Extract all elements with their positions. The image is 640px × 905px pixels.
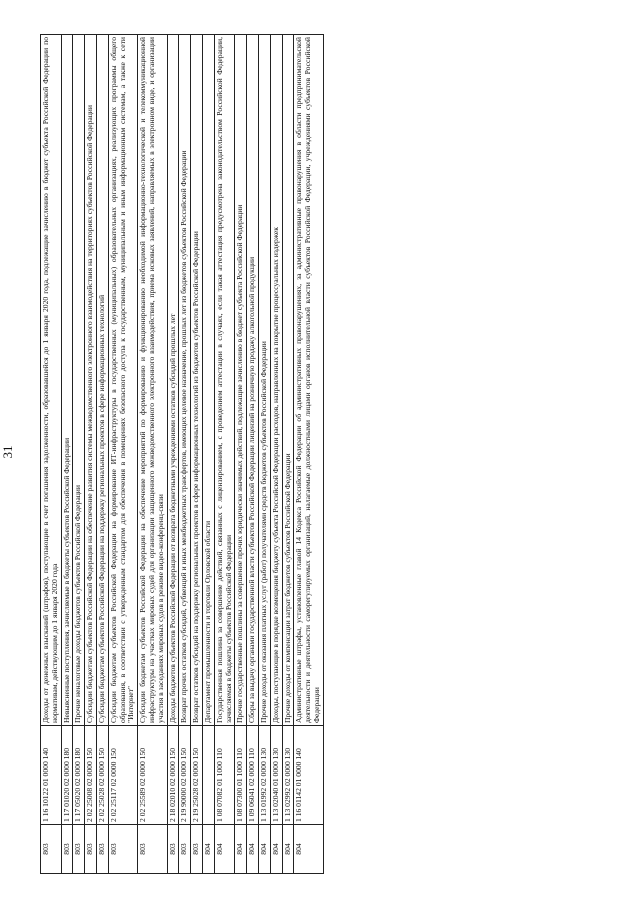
table-row	[294, 35, 323, 874]
revenue-name-cell: Возврат прочих остатков субсидий, субвенций и иных межбюджетных трансфертов, имеющих целевое назначение, прошлых лет из бюджетов субъектов Российской Федерации	[179, 35, 191, 726]
admin-code-cell: 803	[191, 825, 203, 874]
revenue-name-cell: Прочие неналоговые доходы бюджетов субъектов Российской Федерации	[73, 35, 85, 726]
revenue-name-cell: Субсидии бюджетам субъектов Российской Федерации на обеспечение развития системы межведомственного электронного взаимодействия на территориях субъектов Российской Федерации	[85, 35, 97, 726]
table-row	[73, 35, 85, 874]
admin-code-cell: 804	[294, 825, 323, 874]
revenue-name-cell: Административные штрафы, установленные главой 14 Кодекса Российской Федерации об административных правонарушениях, за административные правонарушения в области предпринимательской деятельности и деятельности саморегулируемых организаций, налагаемые должностными лицами органов исполнительной власти субъектов Российской Федерации, учреждениями субъектов Российской Федерации	[294, 35, 323, 726]
table-row	[85, 35, 97, 874]
admin-code-cell: 803	[61, 825, 73, 874]
revenue-name-cell: Субсидии бюджетам субъектов Российской Федерации на формирование ИТ-инфраструктуры в государственных (муниципальных) образовательных организациях, реализующих программы общего образования, в соответствии с утвержденным стандартом для обеспечения в помещениях безопасного доступа к государственным, муниципальным и иным информационным системам, а также к сети "Интернет"	[108, 35, 137, 726]
revenue-code-cell: 2 02 25589 02 0000 150	[138, 726, 167, 825]
revenue-code-cell: 2 02 25008 02 0000 150	[85, 726, 97, 825]
admin-code-cell: 803	[167, 825, 179, 874]
revenue-code-cell: 1 16 01142 01 0000 140	[294, 726, 323, 825]
table-row	[61, 35, 73, 874]
revenue-name-cell: Прочие доходы от оказания платных услуг (работ) получателями средств бюджетов субъектов Российской Федерации	[258, 35, 270, 726]
revenue-name-cell: Сборы за выдачу органами государственной власти субъектов Российской Федерации лицензий на розничную продажу алкогольной продукции	[247, 35, 259, 726]
revenue-name-cell: Доходы от денежных взысканий (штрафов), поступающие в счет погашения задолженности, образовавшейся до 1 января 2020 года, подлежащие зачислению в бюджет субъекта Российской Федерации по нормативам, действующим до 1 января 2020 года	[41, 35, 62, 726]
table-row	[270, 35, 282, 874]
table-body	[41, 35, 324, 874]
admin-code-cell: 804	[258, 825, 270, 874]
revenue-code-cell: 2 18 02010 02 0000 150	[167, 726, 179, 825]
revenue-code-cell: 1 13 01992 02 0000 130	[258, 726, 270, 825]
table-row	[282, 35, 294, 874]
revenue-code-cell: 1 17 01020 02 0000 180	[61, 726, 73, 825]
revenue-name-cell: Невыясненные поступления, зачисляемые в бюджеты субъектов Российской Федерации	[61, 35, 73, 726]
revenue-code-cell: 1 08 07300 01 1000 110	[235, 726, 247, 825]
admin-code-cell: 803	[96, 825, 108, 874]
admin-code-cell: 803	[73, 825, 85, 874]
admin-code-cell: 804	[247, 825, 259, 874]
table-row	[41, 35, 62, 874]
admin-code-cell: 803	[108, 825, 137, 874]
revenue-name-cell: Субсидии бюджетам субъектов Российской Федерации на поддержку региональных проектов в сфере информационных технологий	[96, 35, 108, 726]
revenue-name-cell: Прочие доходы от компенсации затрат бюджетов субъектов Российской Федерации	[282, 35, 294, 726]
table-row	[202, 35, 214, 874]
admin-code-cell: 803	[138, 825, 167, 874]
revenue-code-cell: 2 19 25028 02 0000 150	[191, 726, 203, 825]
revenue-name-cell: Департамент промышленности и торговли Орловской области	[202, 35, 214, 726]
table-row	[258, 35, 270, 874]
page-number: 31	[0, 445, 15, 459]
revenue-code-cell: 1 09 06041 02 0000 110	[247, 726, 259, 825]
table-row	[235, 35, 247, 874]
admin-code-cell: 803	[85, 825, 97, 874]
revenue-name-cell: Возврат остатков субсидий на поддержку региональных проектов в сфере информационных технологий из бюджетов субъектов Российской Федерации	[191, 35, 203, 726]
table-row	[191, 35, 203, 874]
revenue-code-cell: 1 13 02040 01 0000 130	[270, 726, 282, 825]
revenue-codes-table	[40, 34, 324, 874]
revenue-code-cell: 2 19 90000 02 0000 150	[179, 726, 191, 825]
revenue-code-cell: 1 08 07082 01 1000 110	[214, 726, 235, 825]
admin-code-cell: 804	[202, 825, 214, 874]
table-row	[214, 35, 235, 874]
table-row	[96, 35, 108, 874]
admin-code-cell: 804	[235, 825, 247, 874]
revenue-name-cell: Государственная пошлина за совершение действий, связанных с лицензированием, с проведением аттестации в случаях, если такая аттестация предусмотрена законодательством Российской Федерации, зачисляемая в бюджеты субъектов Российской Федерации	[214, 35, 235, 726]
admin-code-cell: 804	[214, 825, 235, 874]
admin-code-cell: 803	[179, 825, 191, 874]
revenue-code-cell: 2 02 25028 02 0000 150	[96, 726, 108, 825]
table-row	[108, 35, 137, 874]
revenue-code-cell: 1 13 02992 02 0000 130	[282, 726, 294, 825]
revenue-name-cell: Субсидии бюджетам субъектов Российской Федерации на обеспечение мероприятий по формированию и функционированию необходимой информационно-технологической и телекоммуникационной инфраструктуры на участках мировых судей для организации защищенного межведомственного электронного взаимодействия, приема исковых заявлений, направляемых в электронном виде, и организации участия в заседаниях мировых судов в режиме видео-конференц-связи	[138, 35, 167, 726]
rotated-content	[0, 12, 600, 892]
admin-code-cell: 804	[282, 825, 294, 874]
admin-code-cell: 803	[41, 825, 62, 874]
revenue-code-cell: 1 16 10122 01 0000 140	[41, 726, 62, 825]
table-row	[138, 35, 167, 874]
revenue-name-cell: Доходы бюджетов субъектов Российской Федерации от возврата бюджетными учреждениями остатков субсидий прошлых лет	[167, 35, 179, 726]
revenue-code-cell	[202, 726, 214, 825]
table-row	[179, 35, 191, 874]
revenue-name-cell: Доходы, поступающие в порядке возмещения бюджету субъекта Российской Федерации расходов, направленных на покрытие процессуальных издержек	[270, 35, 282, 726]
table-row	[247, 35, 259, 874]
table-row	[167, 35, 179, 874]
revenue-code-cell: 1 17 05020 02 0000 180	[73, 726, 85, 825]
revenue-code-cell: 2 02 25117 02 0000 150	[108, 726, 137, 825]
admin-code-cell: 804	[270, 825, 282, 874]
revenue-name-cell: Прочие государственные пошлины за совершение прочих юридически значимых действий, подлежащие зачислению в бюджет субъекта Российской Федерации	[235, 35, 247, 726]
